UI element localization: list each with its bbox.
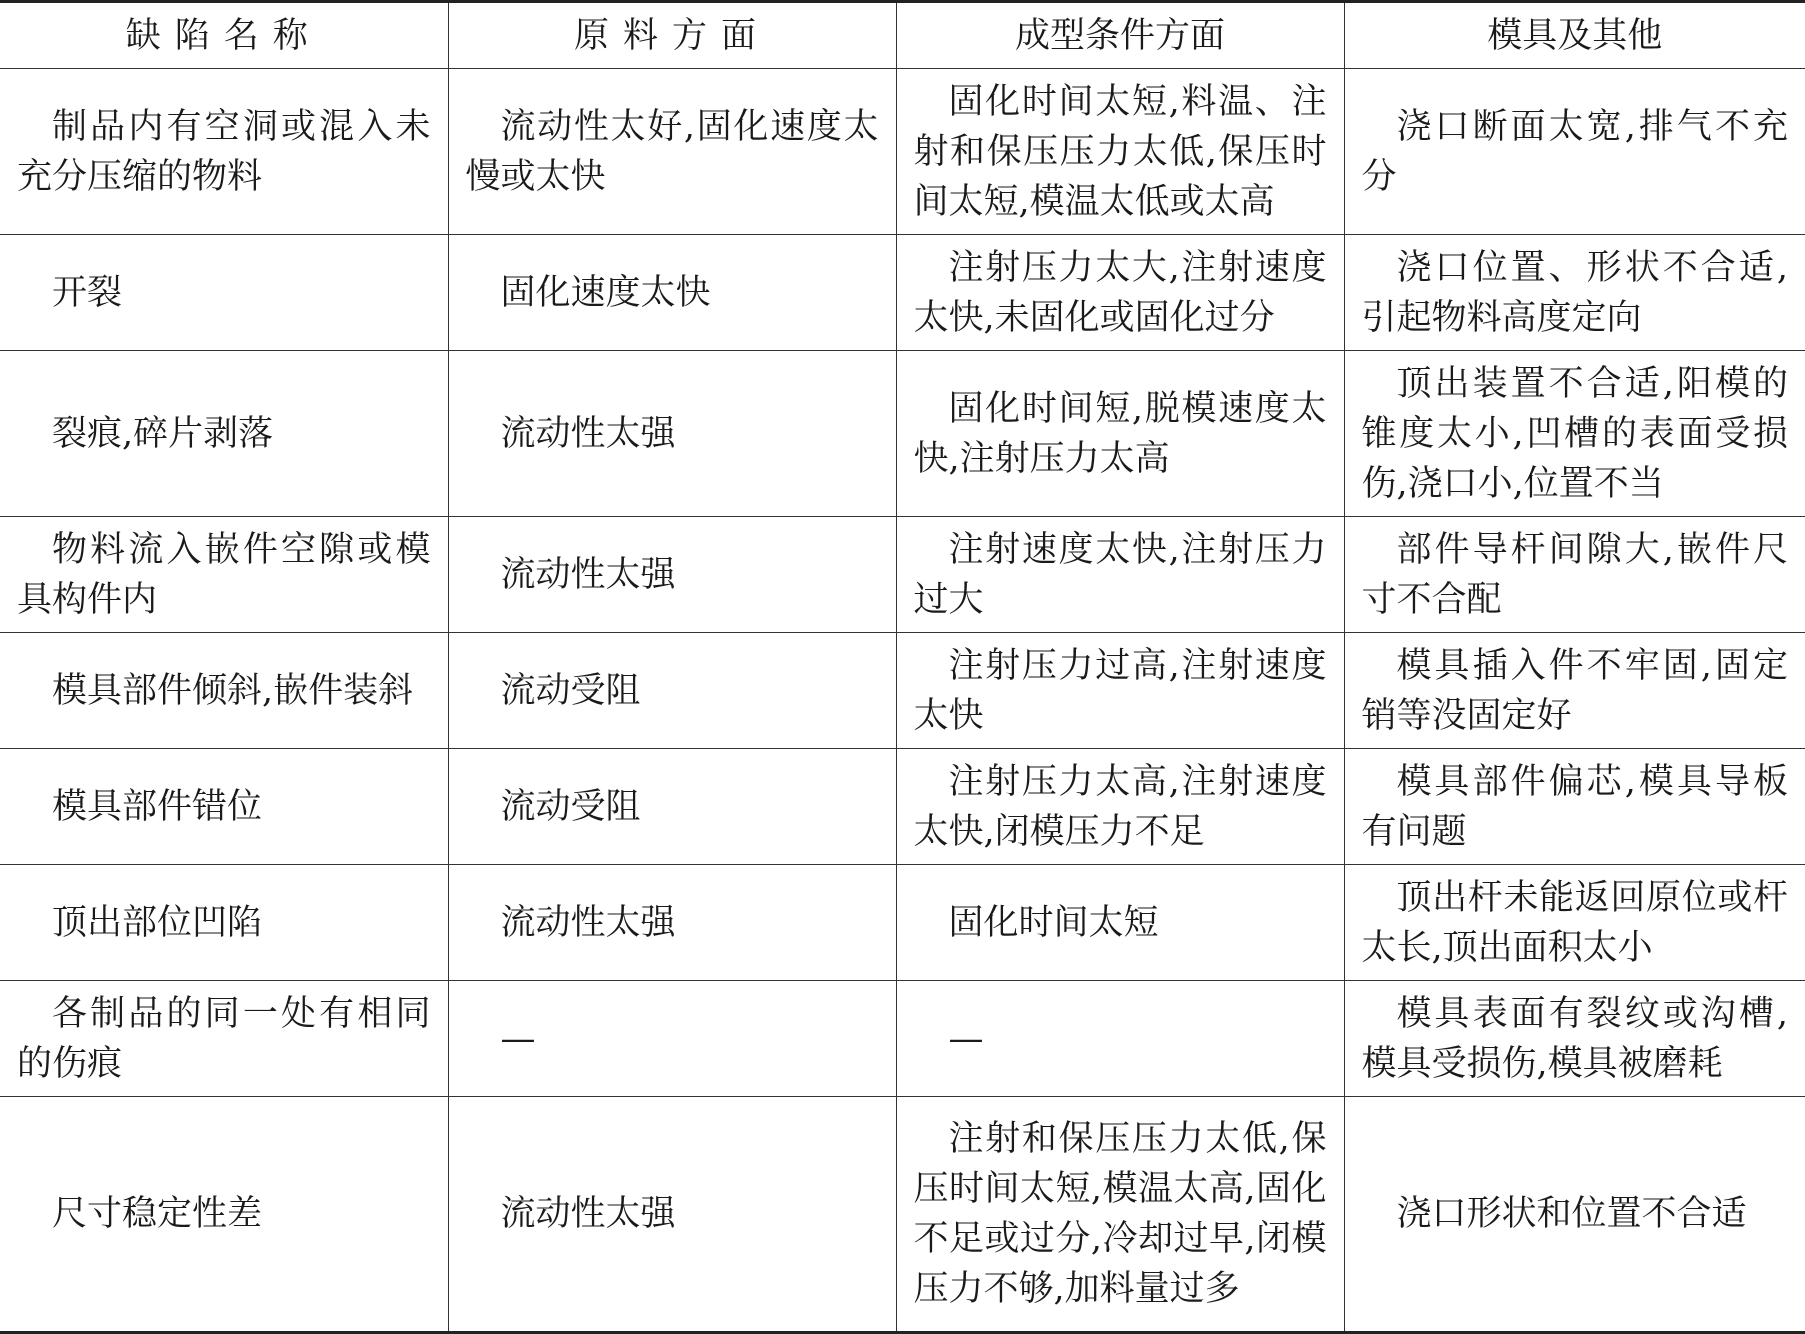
- table-row: [0, 351, 1805, 517]
- material-cell: 流动性太强: [448, 1097, 896, 1333]
- header-row: [0, 2, 1805, 69]
- material-cell: 流动性太强: [448, 351, 896, 517]
- header-mold-other: 模具及其他: [1344, 2, 1805, 69]
- table-row: [0, 235, 1805, 351]
- conditions-cell: 注射压力过高,注射速度太快: [896, 633, 1344, 749]
- mold-cell: 模具部件偏芯,模具导板有问题: [1344, 749, 1805, 865]
- defect-cell: 各制品的同一处有相同的伤痕: [0, 981, 448, 1097]
- defect-cell: 制品内有空洞或混入未充分压缩的物料: [0, 69, 448, 235]
- material-cell: 固化速度太快: [448, 235, 896, 351]
- mold-cell: 模具插入件不牢固,固定销等没固定好: [1344, 633, 1805, 749]
- table-row: [0, 517, 1805, 633]
- defect-cell: 物料流入嵌件空隙或模具构件内: [0, 517, 448, 633]
- table-row: [0, 749, 1805, 865]
- material-cell: 流动性太好,固化速度太慢或太快: [448, 69, 896, 235]
- header-material: 原料方面: [448, 2, 896, 69]
- conditions-cell: 固化时间太短,料温、注射和保压压力太低,保压时间太短,模温太低或太高: [896, 69, 1344, 235]
- mold-cell: 顶出杆未能返回原位或杆太长,顶出面积太小: [1344, 865, 1805, 981]
- conditions-cell: 注射速度太快,注射压力过大: [896, 517, 1344, 633]
- material-cell: 流动性太强: [448, 517, 896, 633]
- defect-cell: 开裂: [0, 235, 448, 351]
- mold-cell: 浇口形状和位置不合适: [1344, 1097, 1805, 1333]
- conditions-cell: —: [896, 981, 1344, 1097]
- table-row: [0, 1097, 1805, 1333]
- conditions-cell: 注射和保压压力太低,保压时间太短,模温太高,固化不足或过分,冷却过早,闭模压力不够,加料量过多: [896, 1097, 1344, 1333]
- header-molding-conditions: 成型条件方面: [896, 2, 1344, 69]
- table-row: [0, 865, 1805, 981]
- defect-cell: 模具部件错位: [0, 749, 448, 865]
- mold-cell: 浇口位置、形状不合适,引起物料高度定向: [1344, 235, 1805, 351]
- conditions-cell: 固化时间短,脱模速度太快,注射压力太高: [896, 351, 1344, 517]
- material-cell: 流动受阻: [448, 633, 896, 749]
- mold-cell: 部件导杆间隙大,嵌件尺寸不合配: [1344, 517, 1805, 633]
- material-cell: 流动性太强: [448, 865, 896, 981]
- defect-cell: 裂痕,碎片剥落: [0, 351, 448, 517]
- conditions-cell: 注射压力太大,注射速度太快,未固化或固化过分: [896, 235, 1344, 351]
- mold-cell: 顶出装置不合适,阳模的锥度太小,凹槽的表面受损伤,浇口小,位置不当: [1344, 351, 1805, 517]
- defect-cell: 尺寸稳定性差: [0, 1097, 448, 1333]
- conditions-cell: 固化时间太短: [896, 865, 1344, 981]
- table-row: [0, 633, 1805, 749]
- table-row: [0, 69, 1805, 235]
- mold-cell: 模具表面有裂纹或沟槽,模具受损伤,模具被磨耗: [1344, 981, 1805, 1097]
- table-row: [0, 981, 1805, 1097]
- defect-cell: 顶出部位凹陷: [0, 865, 448, 981]
- conditions-cell: 注射压力太高,注射速度太快,闭模压力不足: [896, 749, 1344, 865]
- material-cell: —: [448, 981, 896, 1097]
- defect-cell: 模具部件倾斜,嵌件装斜: [0, 633, 448, 749]
- mold-cell: 浇口断面太宽,排气不充分: [1344, 69, 1805, 235]
- material-cell: 流动受阻: [448, 749, 896, 865]
- header-defect-name: 缺陷名称: [0, 2, 448, 69]
